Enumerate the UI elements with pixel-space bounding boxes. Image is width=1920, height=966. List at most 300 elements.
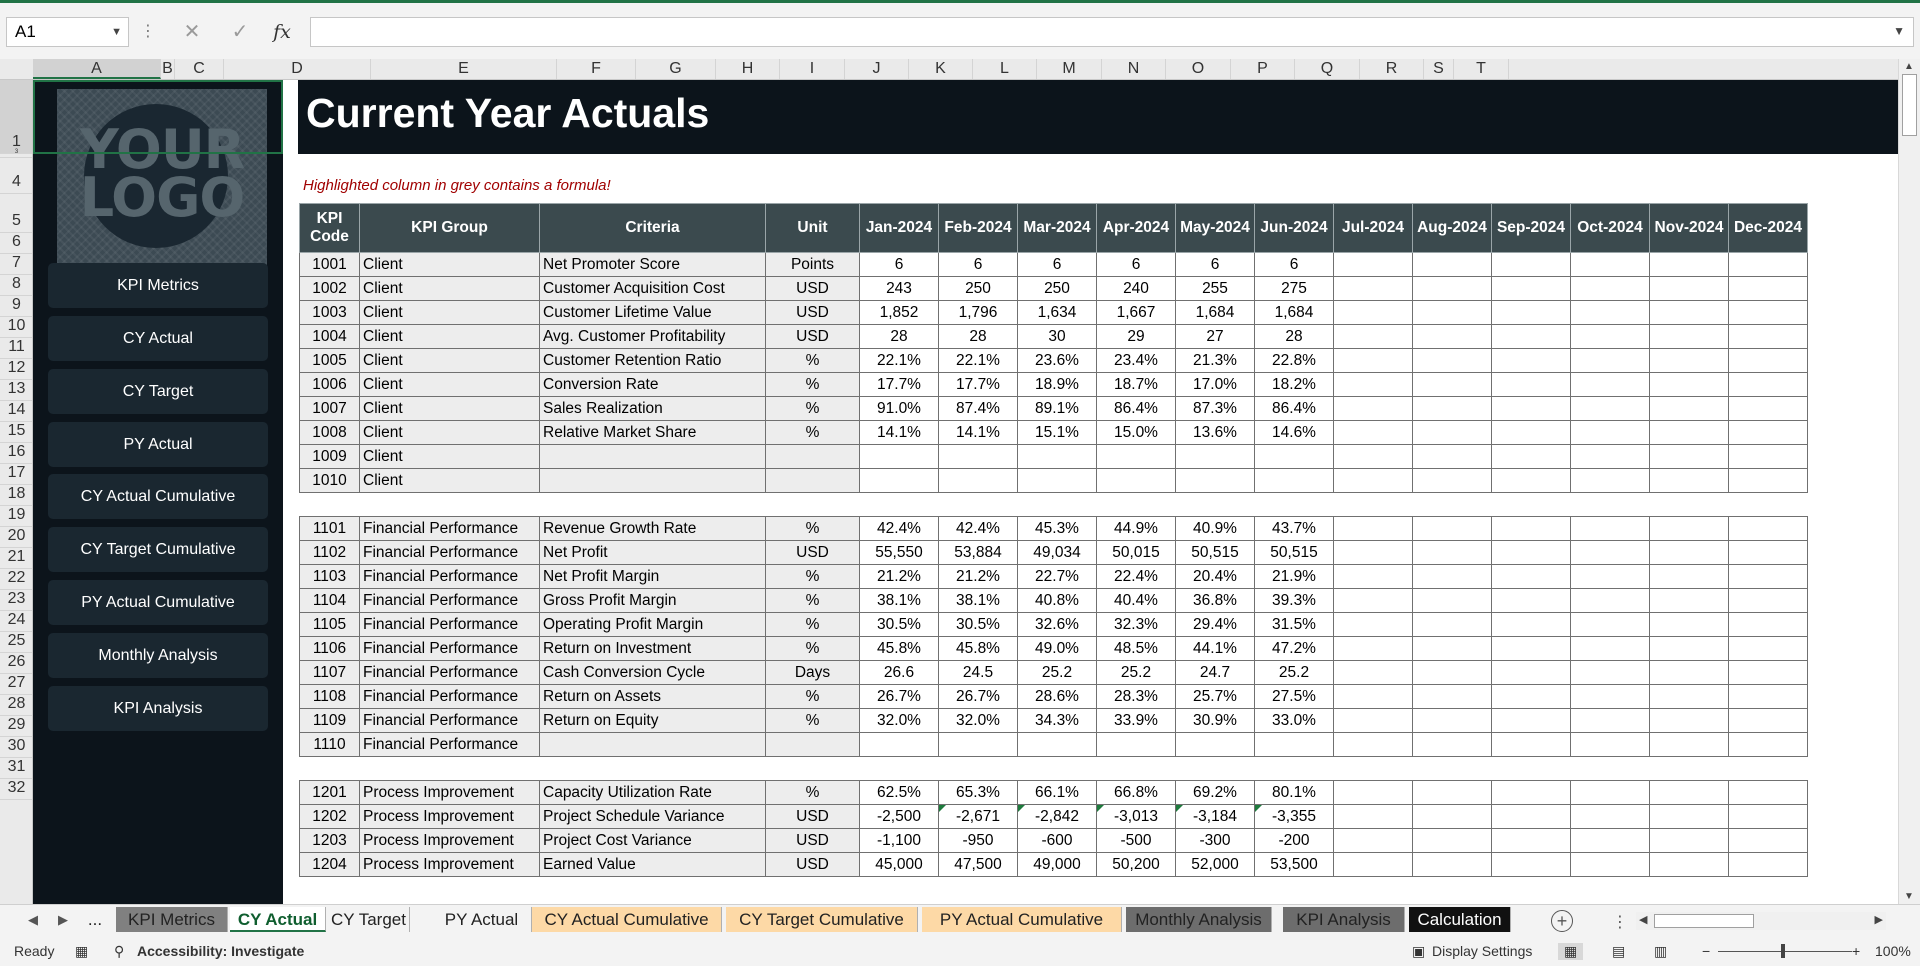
criteria-cell[interactable]: Net Profit Margin <box>540 565 766 589</box>
tab-calculation[interactable]: Calculation <box>1409 907 1511 932</box>
value-cell[interactable] <box>1729 565 1808 589</box>
kpi-group-cell[interactable]: Client <box>360 397 540 421</box>
row-header-7[interactable]: 7 <box>0 254 33 275</box>
value-cell[interactable] <box>1492 373 1571 397</box>
value-cell[interactable] <box>1492 325 1571 349</box>
value-cell[interactable]: 40.8% <box>1018 589 1097 613</box>
value-cell[interactable] <box>1492 349 1571 373</box>
value-cell[interactable] <box>1571 637 1650 661</box>
column-header-p[interactable]: P <box>1231 59 1295 79</box>
value-cell[interactable] <box>1571 589 1650 613</box>
criteria-cell[interactable]: Gross Profit Margin <box>540 589 766 613</box>
tab-overflow[interactable]: ... <box>87 910 103 929</box>
kpi-code-cell[interactable]: 1101 <box>300 517 360 541</box>
value-cell[interactable] <box>1729 661 1808 685</box>
kpi-code-cell[interactable]: 1002 <box>300 277 360 301</box>
value-cell[interactable]: 50,515 <box>1176 541 1255 565</box>
value-cell[interactable]: 69.2% <box>1176 781 1255 805</box>
value-cell[interactable]: 32.0% <box>860 709 939 733</box>
value-cell[interactable]: 28 <box>939 325 1018 349</box>
value-cell[interactable] <box>1018 733 1097 757</box>
value-cell[interactable]: 22.1% <box>939 349 1018 373</box>
value-cell[interactable]: 6 <box>860 253 939 277</box>
value-cell[interactable]: 52,000 <box>1176 853 1255 877</box>
zoom-slider-thumb[interactable] <box>1781 944 1785 958</box>
value-cell[interactable]: -3,355 <box>1255 805 1334 829</box>
column-header-g[interactable]: G <box>636 59 716 79</box>
value-cell[interactable] <box>1334 301 1413 325</box>
criteria-cell[interactable]: Project Cost Variance <box>540 829 766 853</box>
unit-cell[interactable]: % <box>766 397 860 421</box>
column-header-a[interactable]: A <box>33 59 161 79</box>
column-header-d[interactable]: D <box>224 59 371 79</box>
value-cell[interactable]: 26.7% <box>860 685 939 709</box>
value-cell[interactable]: 65.3% <box>939 781 1018 805</box>
value-cell[interactable] <box>1413 373 1492 397</box>
tab-monthly-analysis[interactable]: Monthly Analysis <box>1126 907 1272 932</box>
tab-cy-target-cumulative[interactable]: CY Target Cumulative <box>726 907 918 932</box>
value-cell[interactable] <box>1334 421 1413 445</box>
value-cell[interactable]: 24.7 <box>1176 661 1255 685</box>
value-cell[interactable]: 6 <box>1097 253 1176 277</box>
insert-function-icon[interactable]: fx <box>273 21 291 43</box>
row-header-6[interactable]: 6 <box>0 233 33 254</box>
value-cell[interactable] <box>1413 445 1492 469</box>
value-cell[interactable] <box>1492 301 1571 325</box>
unit-cell[interactable] <box>766 733 860 757</box>
column-header-c[interactable]: C <box>175 59 224 79</box>
value-cell[interactable] <box>1492 541 1571 565</box>
value-cell[interactable]: 40.9% <box>1176 517 1255 541</box>
value-cell[interactable] <box>1729 853 1808 877</box>
value-cell[interactable] <box>1729 733 1808 757</box>
value-cell[interactable] <box>1334 733 1413 757</box>
nav-button-cy-actual-cumulative[interactable]: CY Actual Cumulative <box>48 474 268 519</box>
value-cell[interactable]: 25.2 <box>1097 661 1176 685</box>
value-cell[interactable]: 255 <box>1176 277 1255 301</box>
kpi-code-cell[interactable]: 1108 <box>300 685 360 709</box>
value-cell[interactable]: 13.6% <box>1176 421 1255 445</box>
kpi-code-cell[interactable]: 1107 <box>300 661 360 685</box>
value-cell[interactable] <box>1413 685 1492 709</box>
row-header-1[interactable]: 1 <box>0 80 33 154</box>
value-cell[interactable] <box>1492 853 1571 877</box>
value-cell[interactable]: 27.5% <box>1255 685 1334 709</box>
tab-cy-target[interactable]: CY Target <box>328 907 410 932</box>
value-cell[interactable] <box>1650 445 1729 469</box>
value-cell[interactable] <box>1018 445 1097 469</box>
value-cell[interactable]: -2,500 <box>860 805 939 829</box>
value-cell[interactable] <box>860 733 939 757</box>
value-cell[interactable]: 26.6 <box>860 661 939 685</box>
value-cell[interactable] <box>1334 373 1413 397</box>
value-cell[interactable]: 38.1% <box>860 589 939 613</box>
value-cell[interactable]: 6 <box>1018 253 1097 277</box>
value-cell[interactable]: 26.7% <box>939 685 1018 709</box>
criteria-cell[interactable]: Sales Realization <box>540 397 766 421</box>
kpi-code-cell[interactable]: 1008 <box>300 421 360 445</box>
value-cell[interactable]: 18.9% <box>1018 373 1097 397</box>
scroll-thumb[interactable] <box>1654 914 1754 928</box>
column-header-s[interactable]: S <box>1424 59 1454 79</box>
value-cell[interactable]: 25.7% <box>1176 685 1255 709</box>
value-cell[interactable]: 21.9% <box>1255 565 1334 589</box>
value-cell[interactable] <box>1571 397 1650 421</box>
value-cell[interactable] <box>1650 349 1729 373</box>
value-cell[interactable]: 24.5 <box>939 661 1018 685</box>
value-cell[interactable]: 17.7% <box>860 373 939 397</box>
value-cell[interactable]: 36.8% <box>1176 589 1255 613</box>
value-cell[interactable] <box>1097 733 1176 757</box>
row-header-5[interactable]: 5 <box>0 194 33 233</box>
macro-icon[interactable]: ▦ <box>75 943 89 959</box>
value-cell[interactable] <box>1650 613 1729 637</box>
unit-cell[interactable]: % <box>766 709 860 733</box>
value-cell[interactable] <box>1413 421 1492 445</box>
value-cell[interactable] <box>1334 517 1413 541</box>
value-cell[interactable] <box>1492 661 1571 685</box>
value-cell[interactable]: 33.0% <box>1255 709 1334 733</box>
row-header-4[interactable]: 4 <box>0 158 33 194</box>
kpi-code-cell[interactable]: 1102 <box>300 541 360 565</box>
value-cell[interactable] <box>1413 733 1492 757</box>
worksheet[interactable] <box>33 80 1898 904</box>
value-cell[interactable] <box>1334 781 1413 805</box>
formula-input[interactable] <box>310 17 1914 47</box>
tab-cy-actual[interactable]: CY Actual <box>230 907 326 932</box>
kpi-code-cell[interactable]: 1202 <box>300 805 360 829</box>
value-cell[interactable] <box>1729 541 1808 565</box>
unit-cell[interactable]: USD <box>766 325 860 349</box>
value-cell[interactable]: 6 <box>1176 253 1255 277</box>
value-cell[interactable] <box>1334 685 1413 709</box>
value-cell[interactable] <box>1729 805 1808 829</box>
value-cell[interactable] <box>1334 637 1413 661</box>
value-cell[interactable] <box>1413 517 1492 541</box>
value-cell[interactable]: 66.1% <box>1018 781 1097 805</box>
value-cell[interactable] <box>1492 565 1571 589</box>
scroll-down-icon[interactable]: ▼ <box>1904 891 1914 902</box>
value-cell[interactable]: 32.0% <box>939 709 1018 733</box>
value-cell[interactable] <box>939 733 1018 757</box>
value-cell[interactable] <box>1334 277 1413 301</box>
value-cell[interactable] <box>1334 589 1413 613</box>
row-header-14[interactable]: 14 <box>0 401 33 422</box>
value-cell[interactable] <box>1492 469 1571 493</box>
value-cell[interactable]: 49,000 <box>1018 853 1097 877</box>
value-cell[interactable] <box>1650 421 1729 445</box>
value-cell[interactable]: 30.5% <box>939 613 1018 637</box>
row-header-13[interactable]: 13 <box>0 380 33 401</box>
unit-cell[interactable]: Days <box>766 661 860 685</box>
value-cell[interactable] <box>1413 565 1492 589</box>
value-cell[interactable]: 250 <box>939 277 1018 301</box>
value-cell[interactable]: 32.6% <box>1018 613 1097 637</box>
value-cell[interactable]: 29.4% <box>1176 613 1255 637</box>
value-cell[interactable]: 50,015 <box>1097 541 1176 565</box>
column-header-q[interactable]: Q <box>1295 59 1360 79</box>
criteria-cell[interactable] <box>540 445 766 469</box>
value-cell[interactable]: -3,013 <box>1097 805 1176 829</box>
value-cell[interactable] <box>1571 421 1650 445</box>
value-cell[interactable]: -500 <box>1097 829 1176 853</box>
tab-cy-actual-cumulative[interactable]: CY Actual Cumulative <box>532 907 722 932</box>
value-cell[interactable]: 32.3% <box>1097 613 1176 637</box>
criteria-cell[interactable]: Return on Equity <box>540 709 766 733</box>
value-cell[interactable] <box>1650 733 1729 757</box>
value-cell[interactable]: 42.4% <box>939 517 1018 541</box>
row-header-28[interactable]: 28 <box>0 695 33 716</box>
value-cell[interactable]: 28 <box>1255 325 1334 349</box>
value-cell[interactable]: 47,500 <box>939 853 1018 877</box>
value-cell[interactable] <box>1492 685 1571 709</box>
value-cell[interactable] <box>1650 781 1729 805</box>
value-cell[interactable]: 243 <box>860 277 939 301</box>
value-cell[interactable]: 49,034 <box>1018 541 1097 565</box>
value-cell[interactable]: 66.8% <box>1097 781 1176 805</box>
criteria-cell[interactable]: Avg. Customer Profitability <box>540 325 766 349</box>
value-cell[interactable] <box>1650 469 1729 493</box>
column-header-e[interactable]: E <box>371 59 557 79</box>
kpi-code-cell[interactable]: 1109 <box>300 709 360 733</box>
value-cell[interactable]: 30 <box>1018 325 1097 349</box>
zoom-level[interactable]: 100% <box>1875 943 1911 959</box>
value-cell[interactable]: 47.2% <box>1255 637 1334 661</box>
value-cell[interactable] <box>1571 349 1650 373</box>
column-header-r[interactable]: R <box>1360 59 1424 79</box>
nav-button-cy-target-cumulative[interactable]: CY Target Cumulative <box>48 527 268 572</box>
unit-cell[interactable]: % <box>766 685 860 709</box>
nav-button-kpi-metrics[interactable]: KPI Metrics <box>48 263 268 308</box>
value-cell[interactable] <box>1729 421 1808 445</box>
value-cell[interactable] <box>1413 325 1492 349</box>
value-cell[interactable] <box>1571 613 1650 637</box>
value-cell[interactable]: 31.5% <box>1255 613 1334 637</box>
value-cell[interactable]: 20.4% <box>1176 565 1255 589</box>
unit-cell[interactable]: USD <box>766 301 860 325</box>
value-cell[interactable] <box>1413 805 1492 829</box>
value-cell[interactable] <box>1334 829 1413 853</box>
unit-cell[interactable]: % <box>766 517 860 541</box>
kpi-group-cell[interactable]: Client <box>360 325 540 349</box>
value-cell[interactable]: -600 <box>1018 829 1097 853</box>
value-cell[interactable]: 23.6% <box>1018 349 1097 373</box>
criteria-cell[interactable] <box>540 469 766 493</box>
value-cell[interactable] <box>1571 661 1650 685</box>
value-cell[interactable]: 18.7% <box>1097 373 1176 397</box>
value-cell[interactable] <box>1413 349 1492 373</box>
column-header-n[interactable]: N <box>1102 59 1166 79</box>
page-layout-icon[interactable]: ▤ <box>1612 943 1626 959</box>
row-header-8[interactable]: 8 <box>0 275 33 296</box>
unit-cell[interactable]: % <box>766 373 860 397</box>
value-cell[interactable]: 6 <box>1255 253 1334 277</box>
value-cell[interactable] <box>1650 805 1729 829</box>
value-cell[interactable] <box>1650 253 1729 277</box>
chevron-down-icon[interactable]: ▼ <box>111 26 122 38</box>
value-cell[interactable]: 86.4% <box>1255 397 1334 421</box>
scroll-thumb[interactable] <box>1902 74 1917 136</box>
row-header-25[interactable]: 25 <box>0 632 33 653</box>
value-cell[interactable]: 22.1% <box>860 349 939 373</box>
row-header-32[interactable]: 32 <box>0 779 33 800</box>
value-cell[interactable]: -1,100 <box>860 829 939 853</box>
kpi-group-cell[interactable]: Financial Performance <box>360 541 540 565</box>
value-cell[interactable] <box>1334 709 1413 733</box>
value-cell[interactable] <box>1729 685 1808 709</box>
criteria-cell[interactable] <box>540 733 766 757</box>
value-cell[interactable] <box>1650 565 1729 589</box>
value-cell[interactable]: 89.1% <box>1018 397 1097 421</box>
zoom-out-icon[interactable]: − <box>1702 943 1711 959</box>
row-header-9[interactable]: 9 <box>0 296 33 317</box>
kpi-group-cell[interactable]: Financial Performance <box>360 709 540 733</box>
value-cell[interactable] <box>1729 397 1808 421</box>
tab-kpi-analysis[interactable]: KPI Analysis <box>1283 907 1405 932</box>
kpi-code-cell[interactable]: 1005 <box>300 349 360 373</box>
value-cell[interactable] <box>1729 325 1808 349</box>
value-cell[interactable] <box>1492 733 1571 757</box>
value-cell[interactable] <box>1413 469 1492 493</box>
row-header-16[interactable]: 16 <box>0 443 33 464</box>
value-cell[interactable]: 44.9% <box>1097 517 1176 541</box>
value-cell[interactable]: 14.1% <box>860 421 939 445</box>
value-cell[interactable] <box>939 469 1018 493</box>
value-cell[interactable] <box>1413 541 1492 565</box>
row-header-20[interactable]: 20 <box>0 527 33 548</box>
value-cell[interactable] <box>1334 445 1413 469</box>
value-cell[interactable] <box>1176 445 1255 469</box>
value-cell[interactable] <box>1571 733 1650 757</box>
name-box[interactable] <box>6 17 129 47</box>
kpi-code-cell[interactable]: 1007 <box>300 397 360 421</box>
value-cell[interactable] <box>1413 853 1492 877</box>
criteria-cell[interactable]: Customer Retention Ratio <box>540 349 766 373</box>
value-cell[interactable]: 33.9% <box>1097 709 1176 733</box>
kpi-group-cell[interactable]: Financial Performance <box>360 733 540 757</box>
unit-cell[interactable]: % <box>766 637 860 661</box>
value-cell[interactable] <box>1492 805 1571 829</box>
value-cell[interactable] <box>1571 709 1650 733</box>
kpi-code-cell[interactable]: 1010 <box>300 469 360 493</box>
kpi-group-cell[interactable]: Financial Performance <box>360 613 540 637</box>
criteria-cell[interactable]: Operating Profit Margin <box>540 613 766 637</box>
kpi-group-cell[interactable]: Financial Performance <box>360 661 540 685</box>
value-cell[interactable]: 44.1% <box>1176 637 1255 661</box>
value-cell[interactable]: 22.8% <box>1255 349 1334 373</box>
tab-py-actual-cumulative[interactable]: PY Actual Cumulative <box>922 907 1122 932</box>
value-cell[interactable] <box>939 445 1018 469</box>
value-cell[interactable] <box>1729 781 1808 805</box>
kpi-code-cell[interactable]: 1104 <box>300 589 360 613</box>
value-cell[interactable]: 27 <box>1176 325 1255 349</box>
tab-py-actual[interactable]: PY Actual <box>432 907 532 932</box>
kpi-group-cell[interactable]: Process Improvement <box>360 805 540 829</box>
value-cell[interactable] <box>1334 853 1413 877</box>
kpi-group-cell[interactable]: Client <box>360 421 540 445</box>
value-cell[interactable]: 28.6% <box>1018 685 1097 709</box>
value-cell[interactable] <box>1492 253 1571 277</box>
value-cell[interactable]: 91.0% <box>860 397 939 421</box>
unit-cell[interactable]: USD <box>766 277 860 301</box>
value-cell[interactable]: 86.4% <box>1097 397 1176 421</box>
value-cell[interactable]: 28.3% <box>1097 685 1176 709</box>
zoom-in-icon[interactable]: + <box>1852 943 1861 959</box>
value-cell[interactable]: 53,500 <box>1255 853 1334 877</box>
criteria-cell[interactable]: Relative Market Share <box>540 421 766 445</box>
value-cell[interactable]: 21.2% <box>939 565 1018 589</box>
value-cell[interactable] <box>1413 781 1492 805</box>
unit-cell[interactable]: % <box>766 421 860 445</box>
scroll-right-icon[interactable]: ▶ <box>1874 914 1883 926</box>
unit-cell[interactable]: Points <box>766 253 860 277</box>
zoom-slider[interactable] <box>1718 951 1852 952</box>
value-cell[interactable] <box>1097 469 1176 493</box>
row-header-18[interactable]: 18 <box>0 485 33 506</box>
value-cell[interactable] <box>1650 373 1729 397</box>
kpi-code-cell[interactable]: 1004 <box>300 325 360 349</box>
row-header-27[interactable]: 27 <box>0 674 33 695</box>
value-cell[interactable] <box>1334 325 1413 349</box>
kpi-group-cell[interactable]: Process Improvement <box>360 853 540 877</box>
value-cell[interactable]: -950 <box>939 829 1018 853</box>
row-header-24[interactable]: 24 <box>0 611 33 632</box>
nav-button-cy-actual[interactable]: CY Actual <box>48 316 268 361</box>
unit-cell[interactable]: USD <box>766 805 860 829</box>
criteria-cell[interactable]: Earned Value <box>540 853 766 877</box>
value-cell[interactable]: 40.4% <box>1097 589 1176 613</box>
row-header-21[interactable]: 21 <box>0 548 33 569</box>
value-cell[interactable] <box>1571 805 1650 829</box>
value-cell[interactable] <box>1334 805 1413 829</box>
value-cell[interactable] <box>1729 373 1808 397</box>
kpi-group-cell[interactable]: Client <box>360 373 540 397</box>
column-header-l[interactable]: L <box>973 59 1037 79</box>
row-header-19[interactable]: 19 <box>0 506 33 527</box>
kpi-group-cell[interactable]: Client <box>360 301 540 325</box>
criteria-cell[interactable]: Return on Investment <box>540 637 766 661</box>
value-cell[interactable] <box>1650 709 1729 733</box>
value-cell[interactable]: 29 <box>1097 325 1176 349</box>
value-cell[interactable] <box>860 469 939 493</box>
unit-cell[interactable]: % <box>766 613 860 637</box>
kpi-code-cell[interactable]: 1003 <box>300 301 360 325</box>
value-cell[interactable]: 14.6% <box>1255 421 1334 445</box>
value-cell[interactable] <box>1650 661 1729 685</box>
value-cell[interactable]: 30.9% <box>1176 709 1255 733</box>
column-header-j[interactable]: J <box>845 59 909 79</box>
value-cell[interactable] <box>1492 829 1571 853</box>
value-cell[interactable] <box>1334 397 1413 421</box>
tab-next-icon[interactable]: ▶ <box>58 912 68 927</box>
kpi-code-cell[interactable]: 1110 <box>300 733 360 757</box>
value-cell[interactable]: 62.5% <box>860 781 939 805</box>
kpi-group-cell[interactable]: Client <box>360 277 540 301</box>
criteria-cell[interactable]: Customer Lifetime Value <box>540 301 766 325</box>
value-cell[interactable]: -2,842 <box>1018 805 1097 829</box>
nav-button-kpi-analysis[interactable]: KPI Analysis <box>48 686 268 731</box>
kpi-group-cell[interactable]: Client <box>360 349 540 373</box>
unit-cell[interactable] <box>766 469 860 493</box>
value-cell[interactable] <box>1413 637 1492 661</box>
selected-cell-a1[interactable] <box>33 80 283 154</box>
unit-cell[interactable] <box>766 445 860 469</box>
nav-button-cy-target[interactable]: CY Target <box>48 369 268 414</box>
row-header-10[interactable]: 10 <box>0 317 33 338</box>
column-header-f[interactable]: F <box>557 59 636 79</box>
value-cell[interactable] <box>1571 445 1650 469</box>
display-settings[interactable]: Display Settings <box>1432 943 1533 959</box>
